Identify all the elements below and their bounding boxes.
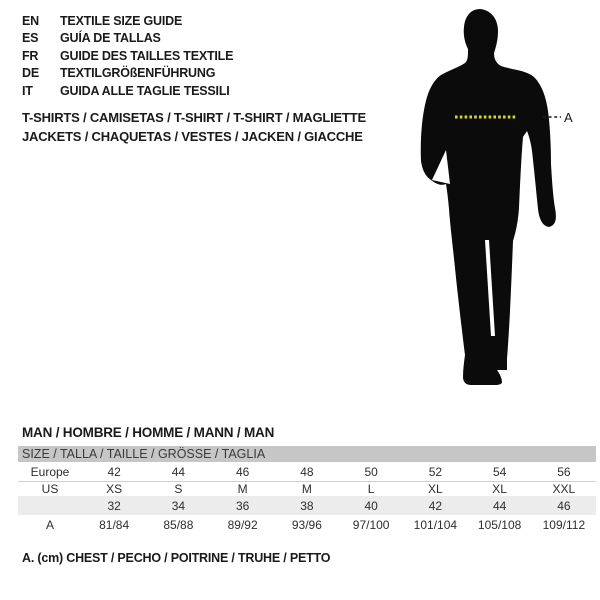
size-cell: 38 xyxy=(300,498,314,513)
language-code: DE xyxy=(22,66,39,81)
language-label: GUIDE DES TAILLES TEXTILE xyxy=(60,48,234,63)
size-cell: 46 xyxy=(557,498,571,513)
language-label: TEXTILE SIZE GUIDE xyxy=(60,14,183,28)
size-cell: 52 xyxy=(428,464,443,479)
size-cell: 50 xyxy=(364,464,378,479)
measure-label-a: A xyxy=(564,110,573,125)
language-code: IT xyxy=(22,83,33,98)
size-table xyxy=(18,446,596,535)
size-cell: 89/92 xyxy=(227,518,258,532)
garment-categories xyxy=(22,108,366,146)
language-legend xyxy=(22,13,233,100)
size-cell: XXL xyxy=(532,482,596,497)
size-cell: 81/84 xyxy=(99,518,130,532)
size-cell: M xyxy=(275,482,339,497)
size-cell: 32 xyxy=(107,498,121,513)
row-label: US xyxy=(18,482,82,497)
table-row-chest-a xyxy=(18,515,596,535)
size-cell: 42 xyxy=(428,498,443,513)
language-row xyxy=(22,48,233,65)
size-cell: 44 xyxy=(492,498,507,513)
language-code: FR xyxy=(22,48,39,63)
row-label: Europe xyxy=(30,464,70,479)
size-cell: XS xyxy=(82,482,146,497)
category-line-tshirts: T-SHIRTS / CAMISETAS / T-SHIRT / T-SHIRT / MAGLIETTE xyxy=(22,110,366,125)
size-cell: 48 xyxy=(300,464,314,479)
size-cell: 46 xyxy=(235,464,250,479)
size-cell: M xyxy=(211,482,275,497)
language-label: GUIDA ALLE TAGLIE TESSILI xyxy=(60,83,230,98)
measurement-footnote: A. (cm) CHEST / PECHO / POITRINE / TRUHE / PETTO xyxy=(22,551,331,565)
man-silhouette xyxy=(421,9,556,385)
language-row xyxy=(22,65,233,82)
language-code: ES xyxy=(22,31,39,46)
section-title-man: MAN / HOMBRE / HOMME / MANN / MAN xyxy=(22,425,275,440)
language-label: TEXTILGRÖßENFÜHRUNG xyxy=(60,66,216,81)
category-line-jackets: JACKETS / CHAQUETAS / VESTES / JACKEN / GIACCHE xyxy=(22,129,363,144)
size-cell: 97/100 xyxy=(352,518,390,532)
size-cell: 56 xyxy=(557,464,571,479)
size-cell: 34 xyxy=(171,498,186,513)
size-cell: 36 xyxy=(235,498,250,513)
language-row xyxy=(22,30,233,47)
language-code: EN xyxy=(22,14,39,28)
size-table-header-row xyxy=(18,446,596,462)
size-cell: 44 xyxy=(171,464,186,479)
size-cell: 109/112 xyxy=(542,518,586,532)
language-label: GUÍA DE TALLAS xyxy=(60,31,161,46)
size-cell: XL xyxy=(468,482,532,497)
size-cell: S xyxy=(146,482,210,497)
size-cell: 40 xyxy=(364,498,378,513)
row-label xyxy=(18,496,82,515)
row-label: A xyxy=(45,518,54,532)
man-silhouette-figure xyxy=(390,0,600,400)
size-cell: 101/104 xyxy=(413,518,458,532)
size-cell: 54 xyxy=(492,464,507,479)
size-cell: 85/88 xyxy=(163,518,194,532)
size-cell: XL xyxy=(403,482,467,497)
size-cell: 105/108 xyxy=(477,518,522,532)
size-table-header: SIZE / TALLA / TAILLE / GRÖSSE / TAGLIA xyxy=(18,446,596,462)
size-cell: 42 xyxy=(107,464,121,479)
table-row-europe xyxy=(18,462,596,482)
language-row xyxy=(22,13,233,30)
size-cell: 93/96 xyxy=(291,518,322,532)
table-row-us xyxy=(18,482,596,497)
size-cell: L xyxy=(339,482,403,497)
table-row-numeric xyxy=(18,496,596,515)
language-row xyxy=(22,83,233,100)
